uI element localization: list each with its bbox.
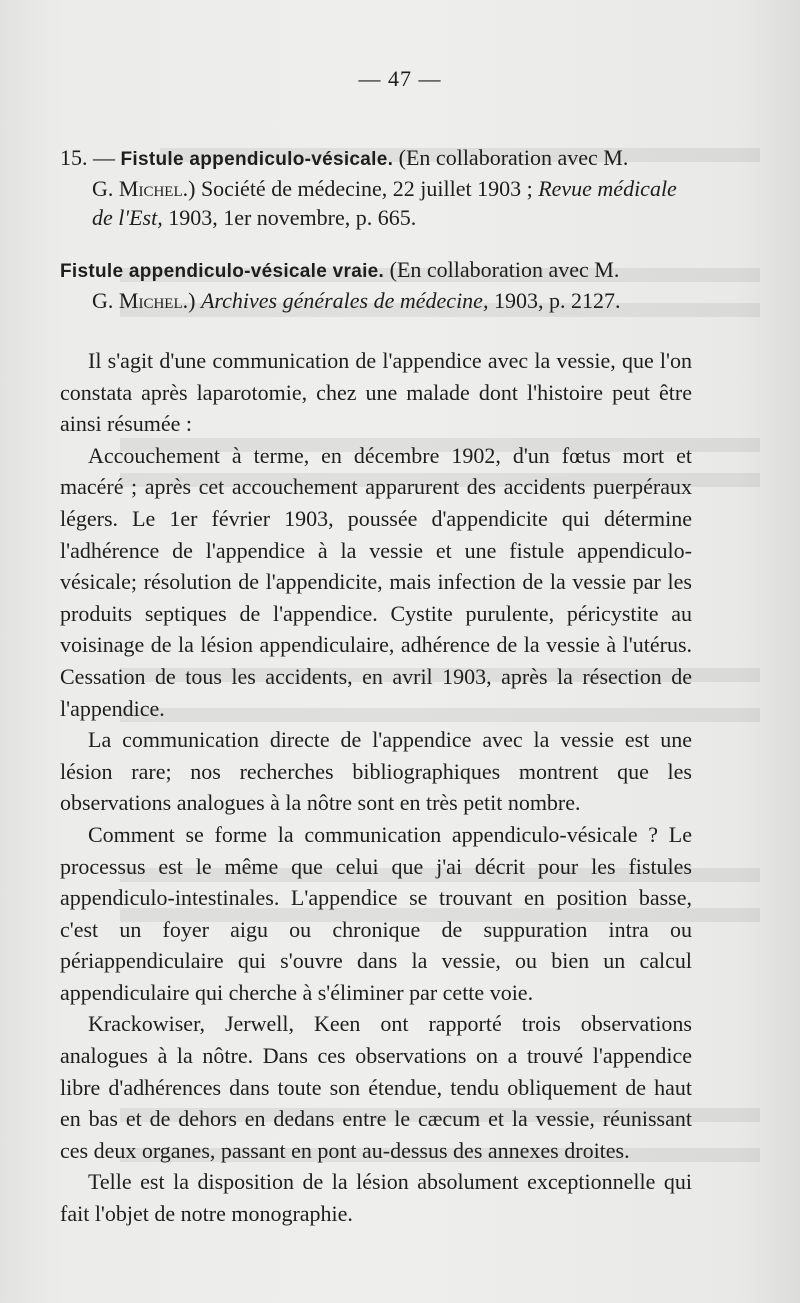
entry-15-line-3 [60, 203, 692, 232]
entry-b-title: Fistule appendiculo-vésicale vraie. [60, 261, 385, 282]
bibliography-entry-15 [60, 143, 692, 232]
entry-collaboration: (En collaboration avec M. [398, 145, 629, 170]
paragraph: Telle est la disposition de la lésion absolument exceptionnelle qui fait l'objet de notre monographie. [60, 1169, 692, 1227]
entry-author: G. Michel.) [92, 176, 196, 201]
entry-15-line-1 [60, 143, 692, 174]
entry-15-line-2 [60, 174, 692, 203]
entry-source: Société de médecine, 22 juillet 1903 ; [200, 176, 533, 201]
paragraph: Il s'agit d'une communication de l'appendice avec la vessie, que l'on constata après laparotomie, chez une malade dont l'histoire peut être ainsi résumée : [60, 348, 692, 437]
bibliography-entry-b [60, 255, 692, 315]
paragraph: Krackowiser, Jerwell, Keen ont rapporté trois observations analogues à la nôtre. Dans ces observations on a trouvé l'appendice libre d'adhérences dans toute son étendue, tendu obliquement de haut en bas et de dehors en dedans entre le cæcum et la vessie, réunissant ces deux organes, passant en pont au-dessus des annexes droites. [60, 1011, 692, 1163]
body-text [60, 345, 692, 1230]
paragraph: Accouchement à terme, en décembre 1902, d'un fœtus mort et macéré ; après cet accouchement apparurent des accidents puerpéraux légers. Le 1er février 1903, poussée d'appendicite qui détermine l'adhérence de l'appendice à la vessie et une fistule appendiculo-vésicale; résolution de l'appendicite, mais infection de la vessie par les produits septiques de l'appendice. Cystite purulente, péricystite au voisinage de la lésion appendiculaire, adhérence de la vessie à l'utérus. Cessation de tous les accidents, en avril 1903, après la résection de l'appendice. [60, 442, 692, 721]
page-number: — 47 — [358, 66, 442, 91]
entry-journal: Revue médicale [538, 176, 677, 201]
paragraph: La communication directe de l'appendice avec la vessie est une lésion rare; nos recherches bibliographiques montrent que les observations analogues à la nôtre sont en très petit nombre. [60, 727, 692, 816]
entry-number: 15. — [60, 145, 115, 170]
entry-b-journal: Archives générales de médecine, [200, 288, 489, 313]
entry-b-line-1 [60, 255, 692, 286]
paragraph: Comment se forme la communication appendiculo-vésicale ? Le processus est le même que celui que j'ai décrit pour les fistules appendiculo-intestinales. L'appendice se trouvant en position basse, c'est un foyer aigu ou chronique de suppuration intra ou périappendiculaire qui s'ouvre dans la vessie, ou bien un calcul appendiculaire qui cherche à s'éliminer par cette voie. [60, 821, 692, 1005]
entry-b-author: G. Michel.) [92, 288, 196, 313]
entry-b-line-2 [60, 286, 692, 315]
entry-date: 1903, 1er novembre, p. 665. [168, 205, 417, 230]
entry-title: Fistule appendiculo-vésicale. [120, 149, 394, 170]
entry-journal-cont: de l'Est, [92, 205, 163, 230]
entry-b-date: 1903, p. 2127. [493, 288, 621, 313]
entry-b-collaboration: (En collaboration avec M. [389, 257, 620, 282]
